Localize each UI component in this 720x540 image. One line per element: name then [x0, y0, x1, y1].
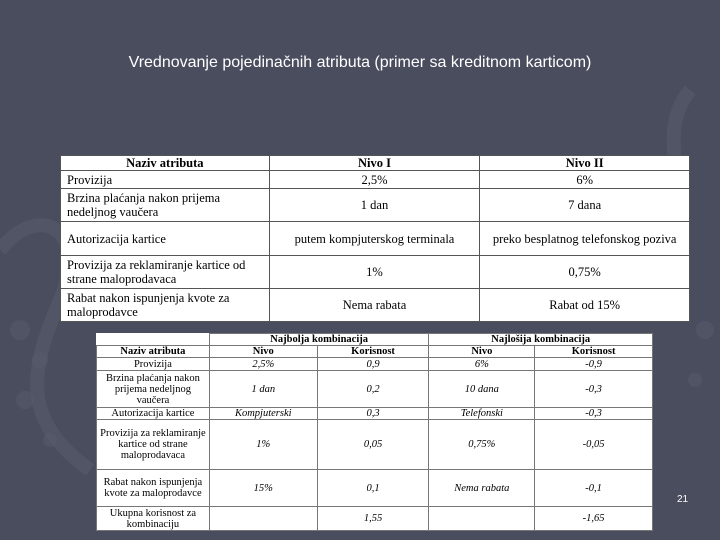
combination-utility-table	[96, 333, 653, 531]
table-row	[97, 420, 653, 470]
header-level-1: Nivo I	[269, 156, 480, 171]
worst-level-cell: Nema rabata	[429, 470, 535, 507]
attribute-cell: Provizija za reklamiranje kartice od strane maloprodavaca	[61, 256, 270, 289]
table-row	[61, 256, 690, 289]
best-level-cell: 1 dan	[209, 371, 317, 408]
table-header-row	[61, 156, 690, 171]
best-utility-cell: 0,3	[317, 408, 429, 420]
worst-level-cell: 6%	[429, 358, 535, 371]
best-level-cell: 15%	[209, 470, 317, 507]
best-level-cell	[209, 507, 317, 531]
worst-level-cell: Telefonski	[429, 408, 535, 420]
attribute-cell: Autorizacija kartice	[97, 408, 210, 420]
attribute-levels-table	[60, 155, 690, 322]
attribute-cell: Provizija	[97, 358, 210, 371]
best-utility-cell: 0,2	[317, 371, 429, 408]
header-attribute-name: Naziv atributa	[61, 156, 270, 171]
attribute-cell: Rabat nakon ispunjenja kvote za maloprodavce	[97, 470, 210, 507]
level-2-cell: 6%	[480, 171, 690, 189]
best-level-cell: 1%	[209, 420, 317, 470]
worst-utility-cell: -0,3	[535, 408, 653, 420]
attribute-cell: Provizija za reklamiranje kartice od strane maloprodavaca	[97, 420, 210, 470]
table-row	[61, 189, 690, 222]
header-worst-utility: Korisnost	[535, 346, 653, 358]
worst-utility-cell: -1,65	[535, 507, 653, 531]
header-level-2: Nivo II	[480, 156, 690, 171]
best-utility-cell: 0,1	[317, 470, 429, 507]
worst-utility-cell: -0,9	[535, 358, 653, 371]
total-utility-row	[97, 507, 653, 531]
page-number: 21	[677, 494, 689, 505]
table-header-row	[97, 346, 653, 358]
attribute-cell: Brzina plaćanja nakon prijema nedeljnog vaučera	[97, 371, 210, 408]
table-row	[97, 358, 653, 371]
level-2-cell: Rabat od 15%	[480, 289, 690, 322]
level-1-cell: Nema rabata	[269, 289, 480, 322]
header-best-level: Nivo	[209, 346, 317, 358]
table-row	[61, 171, 690, 189]
table-row	[61, 289, 690, 322]
best-level-cell: Kompjuterski	[209, 408, 317, 420]
worst-level-cell: 0,75%	[429, 420, 535, 470]
level-1-cell: 1%	[269, 256, 480, 289]
worst-level-cell: 10 dana	[429, 371, 535, 408]
level-1-cell: putem kompjuterskog terminala	[269, 222, 480, 256]
header-worst-level: Nivo	[429, 346, 535, 358]
group-header-row	[97, 334, 653, 346]
level-1-cell: 2,5%	[269, 171, 480, 189]
level-2-cell: 0,75%	[480, 256, 690, 289]
level-2-cell: preko besplatnog telefonskog poziva	[480, 222, 690, 256]
worst-utility-cell: -0,05	[535, 420, 653, 470]
attribute-cell: Autorizacija kartice	[61, 222, 270, 256]
best-level-cell: 2,5%	[209, 358, 317, 371]
level-1-cell: 1 dan	[269, 189, 480, 222]
group-header-worst: Najlošija kombinacija	[429, 334, 653, 346]
worst-utility-cell: -0,3	[535, 371, 653, 408]
group-header-empty	[97, 334, 210, 346]
best-utility-cell: 0,9	[317, 358, 429, 371]
worst-utility-cell: -0,1	[535, 470, 653, 507]
table-row	[97, 470, 653, 507]
table-row	[97, 408, 653, 420]
slide-title: Vrednovanje pojedinačnih atributa (primer sa kreditnom karticom)	[128, 54, 592, 71]
table-row	[97, 371, 653, 408]
attribute-cell: Rabat nakon ispunjenja kvote za maloprodavce	[61, 289, 270, 322]
worst-level-cell	[429, 507, 535, 531]
level-2-cell: 7 dana	[480, 189, 690, 222]
best-utility-cell: 1,55	[317, 507, 429, 531]
attribute-cell: Brzina plaćanja nakon prijema nedeljnog vaučera	[61, 189, 270, 222]
header-best-utility: Korisnost	[317, 346, 429, 358]
best-utility-cell: 0,05	[317, 420, 429, 470]
table-row	[61, 222, 690, 256]
attribute-cell: Ukupna korisnost za kombinaciju	[97, 507, 210, 531]
group-header-best: Najbolja kombinacija	[209, 334, 429, 346]
header-attribute-name: Naziv atributa	[97, 346, 210, 358]
attribute-cell: Provizija	[61, 171, 270, 189]
